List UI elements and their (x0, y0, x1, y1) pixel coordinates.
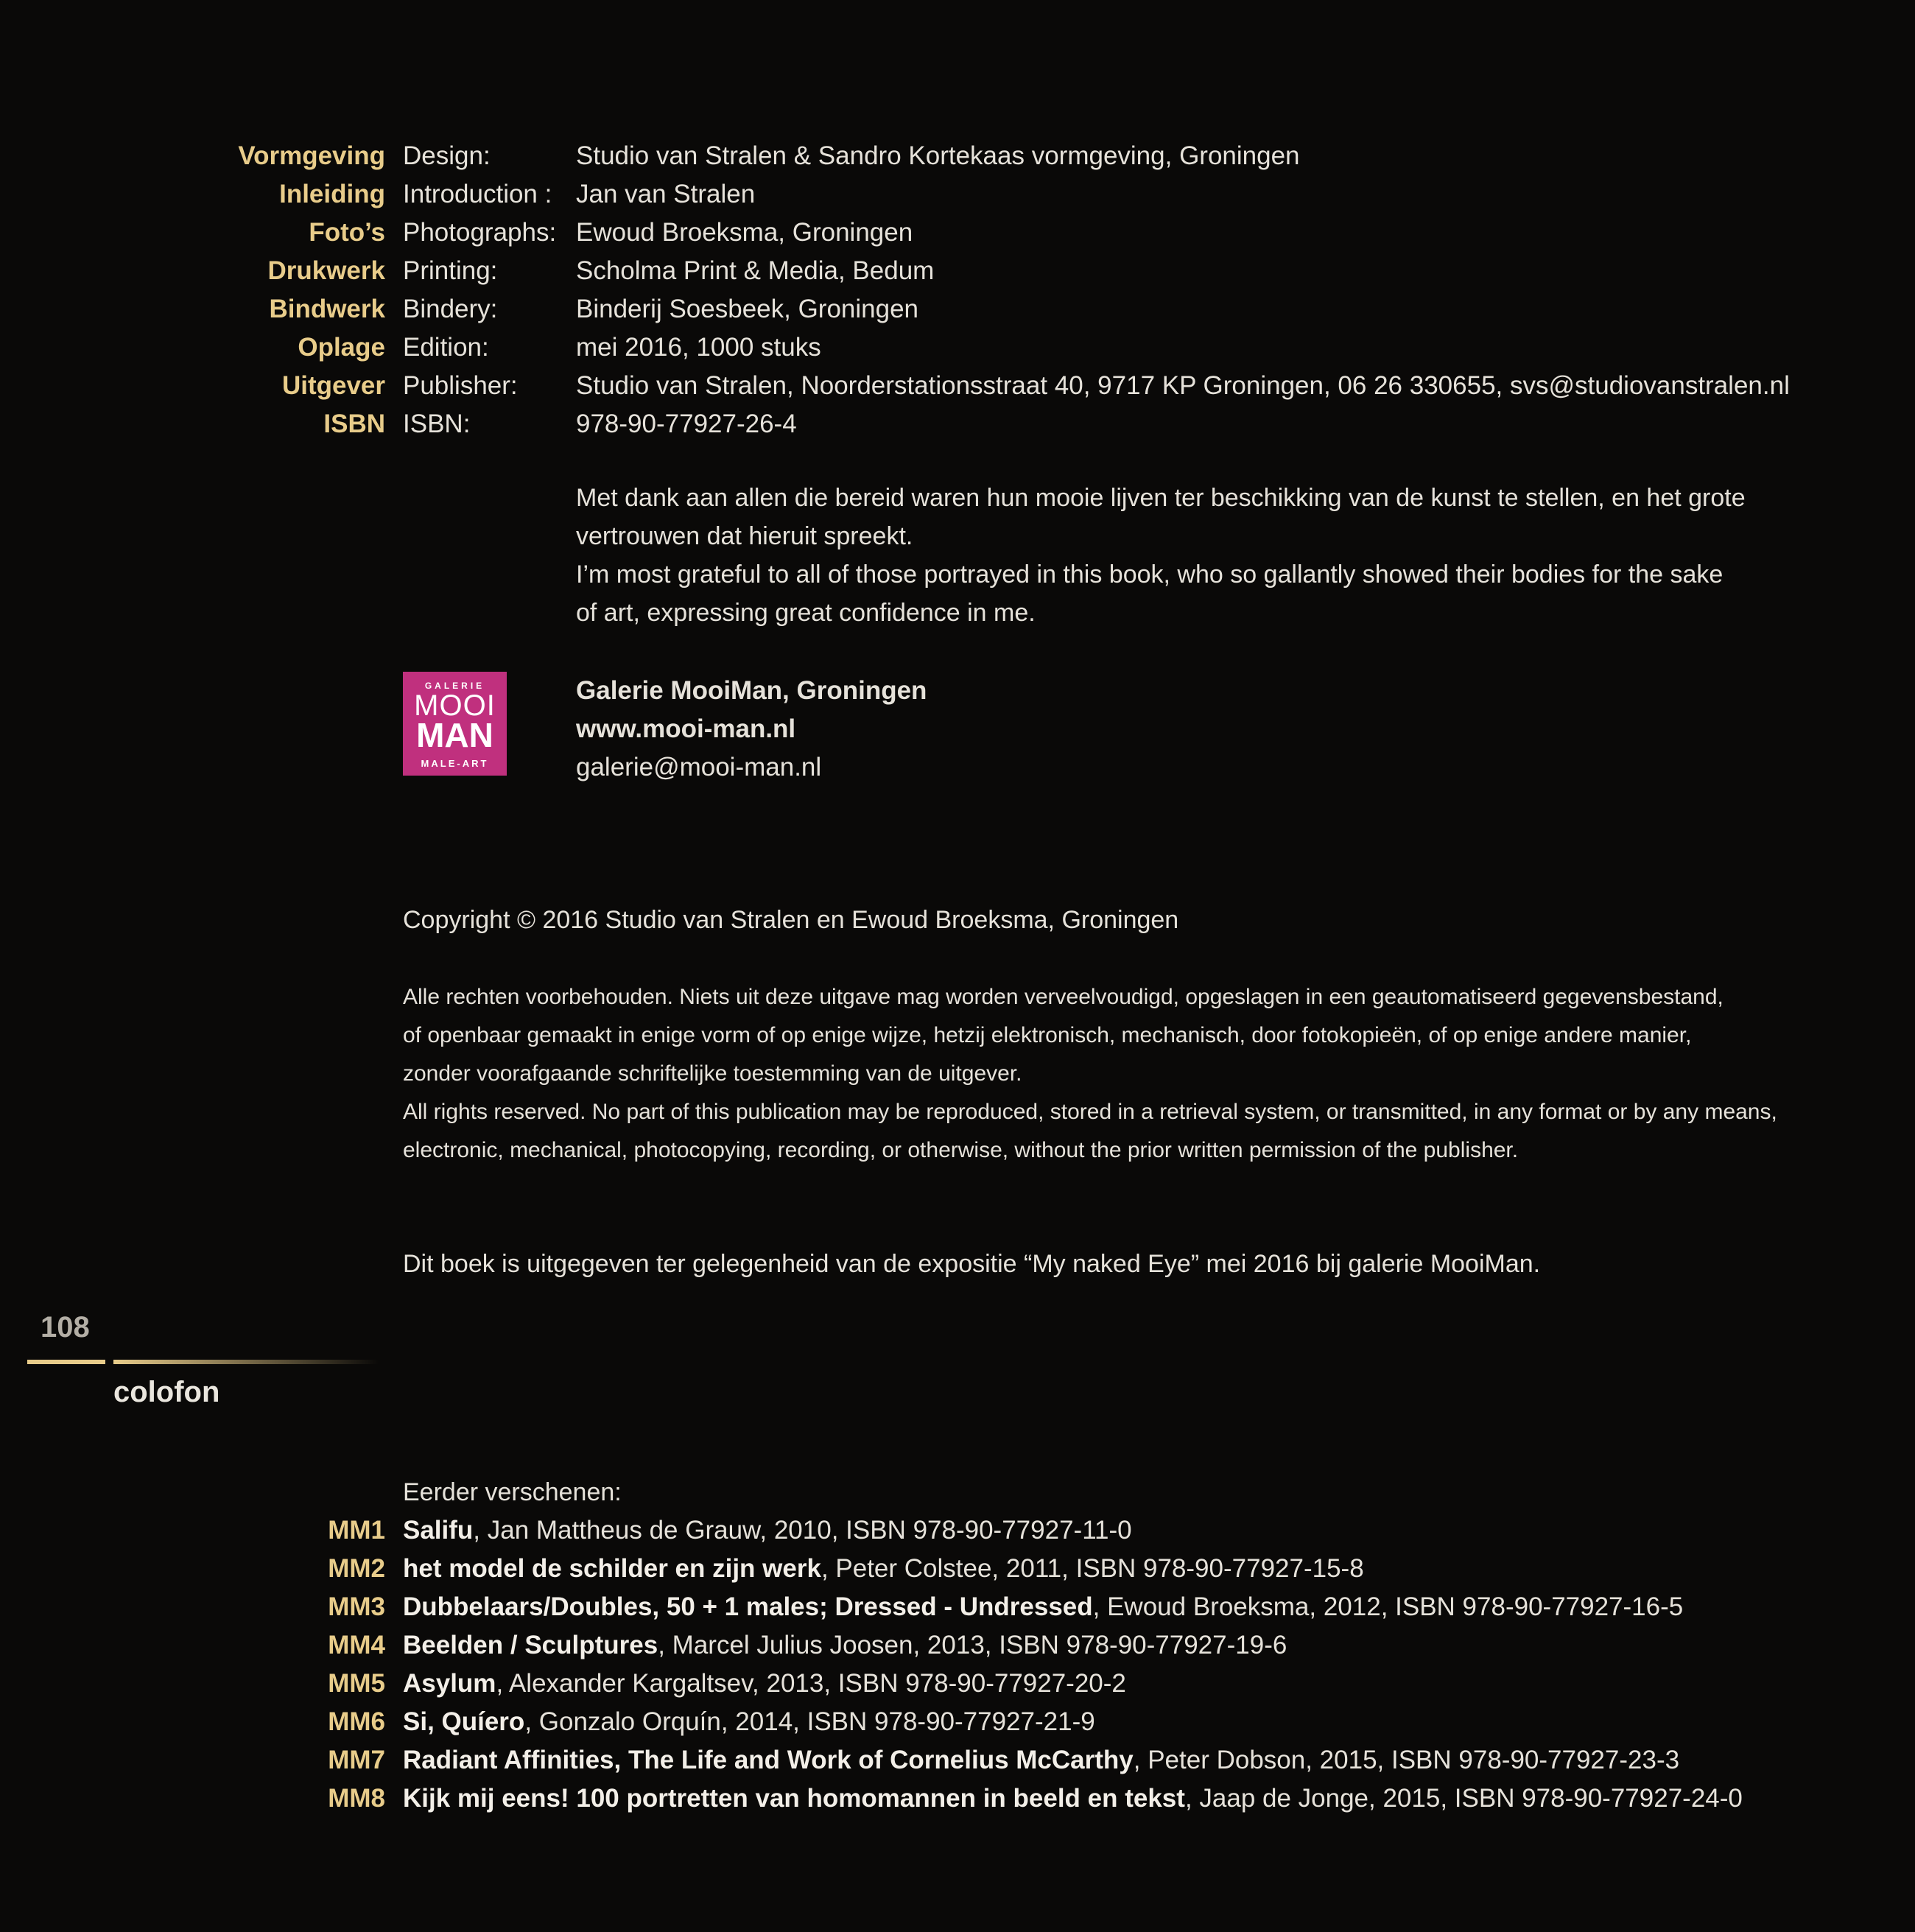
credit-value: mei 2016, 1000 stuks (576, 333, 821, 362)
rights-line: of openbaar gemaakt in enige vorm of op enige wijze, hetzij elektronisch, mechanisch, door fotokopieën, of op enige andere manier, (403, 1023, 1692, 1047)
credit-label-en: ISBN: (403, 410, 471, 438)
thanks-en-line: of art, expressing great confidence in me. (576, 599, 1036, 627)
credit-row-introduction (0, 175, 1915, 214)
rights-line: All rights reserved. No part of this publication may be reproduced, stored in a retrieval system, or transmitted, in any format or by any means, (403, 1100, 1777, 1124)
series-code: MM7 (328, 1746, 385, 1774)
credit-label-nl: Uitgever (281, 371, 385, 400)
credit-row-isbn (0, 405, 1915, 443)
series-title: het model de schilder en zijn werk (403, 1554, 821, 1583)
copyright-notice: Copyright © 2016 Studio van Stralen en Ewoud Broeksma, Groningen (403, 906, 1179, 934)
series-title: Salifu (403, 1516, 474, 1545)
series-code: MM1 (328, 1516, 385, 1545)
gallery-name: Galerie MooiMan, Groningen (576, 676, 927, 705)
series-code: MM5 (328, 1669, 385, 1698)
credit-value: Ewoud Broeksma, Groningen (576, 218, 913, 247)
gallery-contact (576, 672, 927, 787)
credit-value: Binderij Soesbeek, Groningen (576, 295, 919, 323)
series-title: Asylum (403, 1669, 496, 1698)
credit-label-en: Printing: (403, 256, 498, 285)
rights-line: Alle rechten voorbehouden. Niets uit deze uitgave mag worden verveelvoudigd, opgeslagen in een geautomatiseerd gegevensbestand, (403, 985, 1724, 1009)
galerie-mooiman-logo (403, 672, 507, 776)
page-number-rule (27, 1360, 105, 1364)
series-item (0, 1588, 1915, 1626)
credit-label-en: Design: (403, 141, 491, 170)
series-item (0, 1550, 1915, 1588)
section-rule (113, 1360, 379, 1364)
series-entry (403, 1511, 1132, 1550)
credit-label-nl: Oplage (298, 333, 385, 362)
credit-label-nl: Foto’s (309, 218, 385, 247)
series-item (0, 1741, 1915, 1780)
section-title: colofon (113, 1376, 220, 1408)
series-entry (403, 1588, 1683, 1626)
series-code: MM3 (328, 1592, 385, 1621)
series-details: , Jaap de Jonge, 2015, ISBN 978-90-77927-24-0 (1184, 1784, 1743, 1813)
credit-label-en: Photographs: (403, 218, 557, 247)
acknowledgements (576, 479, 1784, 632)
series-list (0, 1511, 1915, 1818)
series-details: , Peter Colstee, 2011, ISBN 978-90-77927-15-8 (821, 1554, 1364, 1583)
series-details: , Jan Mattheus de Grauw, 2010, ISBN 978-90-77927-11-0 (473, 1516, 1132, 1545)
series-title: Kijk mij eens! 100 portretten van homomannen in beeld en tekst (403, 1784, 1185, 1813)
thanks-en-line: I’m most grateful to all of those portrayed in this book, who so gallantly showed their bodies for the sake (576, 561, 1724, 589)
series-title: Beelden / Sculptures (403, 1631, 658, 1659)
logo-line-male-art: MALE-ART (421, 758, 489, 769)
credit-label-nl: Bindwerk (269, 295, 385, 323)
series-entry (403, 1780, 1743, 1818)
series-code: MM2 (328, 1554, 385, 1583)
series-code: MM4 (328, 1631, 385, 1659)
credit-row-publisher (0, 367, 1915, 405)
gallery-email-link[interactable]: galerie@mooi-man.nl (576, 753, 822, 781)
series-title: Si, Quíero (403, 1707, 525, 1736)
credit-row-printing (0, 252, 1915, 290)
rights-reserved (403, 978, 1802, 1170)
credits-list (0, 137, 1915, 443)
thanks-nl-line: Met dank aan allen die bereid waren hun mooie lijven ter beschikking van de kunst te stellen, en het grote (576, 484, 1746, 512)
series-details: , Ewoud Broeksma, 2012, ISBN 978-90-77927-16-5 (1092, 1592, 1684, 1621)
logo-line-galerie: GALERIE (424, 681, 485, 691)
series-title: Radiant Affinities, The Life and Work of Cornelius McCarthy (403, 1746, 1134, 1774)
credit-label-en: Publisher: (403, 371, 518, 400)
credit-label-nl: Drukwerk (267, 256, 385, 285)
credit-label-en: Edition: (403, 333, 489, 362)
credit-value: Jan van Stralen (576, 180, 756, 208)
logo-line-mooi: MOOI (414, 689, 496, 722)
credit-label-nl: ISBN (323, 410, 385, 438)
series-item (0, 1665, 1915, 1703)
series-entry (403, 1626, 1287, 1665)
credit-label-en: Bindery: (403, 295, 498, 323)
credit-value: Studio van Stralen, Noorderstationsstraat 40, 9717 KP Groningen, 06 26 330655, svs@studiovanstralen.nl (576, 371, 1790, 400)
logo-line-man: MAN (416, 716, 493, 754)
credit-row-edition (0, 329, 1915, 367)
series-entry (403, 1665, 1126, 1703)
rights-line: zonder voorafgaande schriftelijke toestemming van de uitgever. (403, 1061, 1022, 1086)
page-number: 108 (41, 1311, 90, 1343)
series-entry (403, 1741, 1679, 1780)
rights-line: electronic, mechanical, photocopying, recording, or otherwise, without the prior written permission of the publisher. (403, 1138, 1519, 1162)
credit-label-nl: Vormgeving (238, 141, 385, 170)
credit-value: Scholma Print & Media, Bedum (576, 256, 935, 285)
series-title: Dubbelaars/Doubles, 50 + 1 males; Dressed - Undressed (403, 1592, 1093, 1621)
thanks-nl-line: vertrouwen dat hieruit spreekt. (576, 522, 913, 550)
series-item (0, 1511, 1915, 1550)
series-entry (403, 1703, 1095, 1741)
series-item (0, 1626, 1915, 1665)
credit-row-design (0, 137, 1915, 175)
earlier-published-label: Eerder verschenen: (403, 1478, 622, 1506)
series-details: , Gonzalo Orquín, 2014, ISBN 978-90-77927-21-9 (524, 1707, 1095, 1736)
series-details: , Marcel Julius Joosen, 2013, ISBN 978-90-77927-19-6 (658, 1631, 1287, 1659)
series-details: , Peter Dobson, 2015, ISBN 978-90-77927-23-3 (1133, 1746, 1680, 1774)
credit-row-bindery (0, 290, 1915, 329)
series-item (0, 1780, 1915, 1818)
credit-label-nl: Inleiding (279, 180, 385, 208)
series-item (0, 1703, 1915, 1741)
credit-value: Studio van Stralen & Sandro Kortekaas vormgeving, Groningen (576, 141, 1300, 170)
credit-label-en: Introduction : (403, 180, 552, 208)
occasion-note: Dit boek is uitgegeven ter gelegenheid van de expositie “My naked Eye” mei 2016 bij galerie MooiMan. (403, 1250, 1541, 1278)
series-details: , Alexander Kargaltsev, 2013, ISBN 978-90-77927-20-2 (496, 1669, 1126, 1698)
credit-value: 978-90-77927-26-4 (576, 410, 797, 438)
series-code: MM8 (328, 1784, 385, 1813)
gallery-website-link[interactable]: www.mooi-man.nl (576, 714, 796, 743)
credit-row-photographs (0, 214, 1915, 252)
series-code: MM6 (328, 1707, 385, 1736)
series-entry (403, 1550, 1364, 1588)
